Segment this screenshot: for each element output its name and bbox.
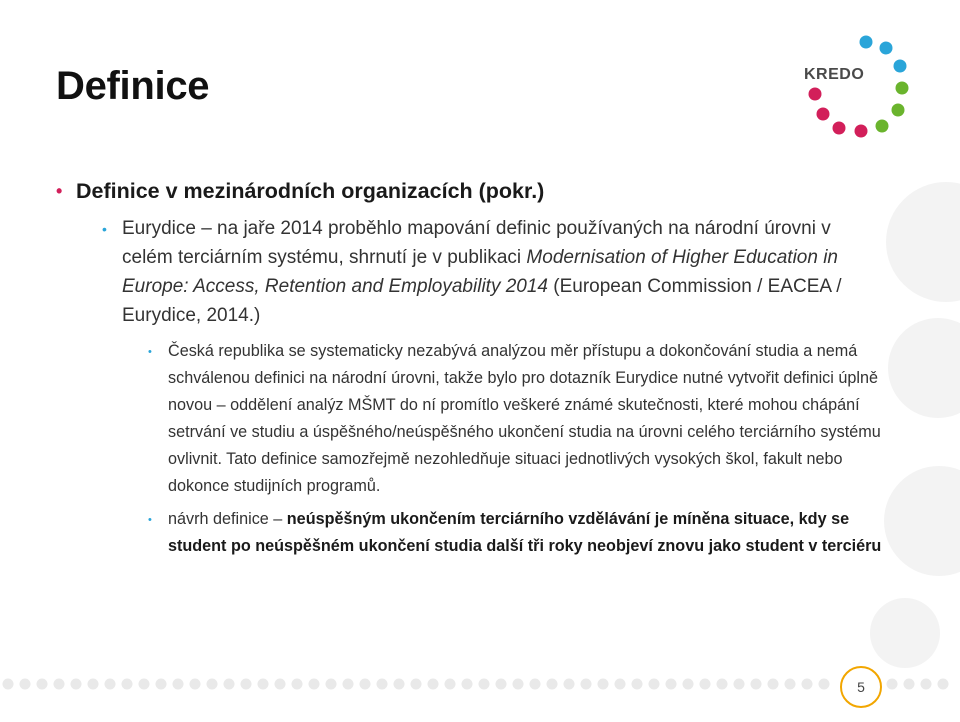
definition-bold-text: neúspěšným ukončením terciárního vzdělávání je míněna situace, kdy se student po neúspěšném ukončení studia další tři roky neobjeví znovu jako student v terciéru <box>168 510 882 555</box>
footer-dot <box>496 679 507 690</box>
footer-dot <box>156 679 167 690</box>
footer-dot <box>785 679 796 690</box>
footer-dot <box>751 679 762 690</box>
footer-dot <box>88 679 99 690</box>
footer-dot <box>768 679 779 690</box>
footer-dot <box>122 679 133 690</box>
footer-dot <box>71 679 82 690</box>
logo-text: KREDO <box>804 66 865 83</box>
bullet-level1 <box>56 176 916 206</box>
footer-dot <box>445 679 456 690</box>
level3a-text: Česká republika se systematicky nezabývá analýzou měr přístupu a dokončování studia a nemá schválenou definici na národní úrovni, takže bylo pro dotazník Eurydice nutné vytvořit definici úplně novou – oddělení analýz MŠMT do ní promítlo veškeré známé skutečnosti, které mohou chápání setrvání ve studiu a úspěšného/neúspěšného ukončení studia na úrovni celého terciárního systému ovlivnit. Tato definice samozřejmě nezohledňuje situaci jednotlivých vysokých škol, fakult nebo dokonce studijních programů. <box>168 342 881 495</box>
footer-dot <box>598 679 609 690</box>
footer-dot <box>3 679 14 690</box>
footer-dot <box>717 679 728 690</box>
footer-dot <box>428 679 439 690</box>
bullet-level3-czech <box>148 338 898 500</box>
footer-dot <box>513 679 524 690</box>
footer-dot <box>309 679 320 690</box>
footer-dot <box>581 679 592 690</box>
bullet-dot-icon: • <box>102 221 107 237</box>
footer-dot <box>615 679 626 690</box>
page-number-badge <box>840 666 882 708</box>
footer-dot <box>904 679 915 690</box>
footer-dot <box>666 679 677 690</box>
bullet-dot-icon: • <box>148 346 152 358</box>
footer-dot <box>105 679 116 690</box>
logo-graphic <box>790 30 930 150</box>
footer-dot <box>649 679 660 690</box>
footer-dot <box>37 679 48 690</box>
footer-dot <box>241 679 252 690</box>
level1-text: Definice v mezinárodních organizacích (pokr.) <box>76 179 545 203</box>
footer-dot <box>887 679 898 690</box>
footer-dot <box>547 679 558 690</box>
page-number: 5 <box>857 679 865 695</box>
footer-dot <box>54 679 65 690</box>
footer-dot <box>819 679 830 690</box>
footer-dot <box>207 679 218 690</box>
footer-dot <box>377 679 388 690</box>
slide-title: Definice <box>56 64 210 108</box>
footer-dot <box>462 679 473 690</box>
publication-title: Modernisation of Higher Education in Europe: Access, Retention and Employability 2014 <box>122 247 838 297</box>
footer-dot <box>802 679 813 690</box>
footer-dot <box>921 679 932 690</box>
slide-content <box>56 176 916 560</box>
footer-dot <box>20 679 31 690</box>
footer-dot <box>632 679 643 690</box>
footer-dot <box>224 679 235 690</box>
level2-text-part2: (European Commission / EACEA / Eurydice, 2014.) <box>122 276 842 326</box>
footer-dot <box>190 679 201 690</box>
bullet-dot-icon: • <box>148 514 152 526</box>
footer-dot <box>326 679 337 690</box>
level3b-text-normal: návrh definice – <box>168 510 287 528</box>
footer-dot <box>275 679 286 690</box>
footer-dot <box>292 679 303 690</box>
footer-dot <box>479 679 490 690</box>
footer-dot <box>530 679 541 690</box>
footer-dot <box>938 679 949 690</box>
decorative-circle <box>870 598 940 668</box>
footer-dotted-line <box>0 676 960 692</box>
footer-dot <box>173 679 184 690</box>
bullet-dot-icon: • <box>56 181 63 201</box>
footer-dot <box>343 679 354 690</box>
footer-dot <box>394 679 405 690</box>
bullet-level2 <box>102 214 862 330</box>
footer-dot <box>258 679 269 690</box>
footer-dot <box>139 679 150 690</box>
bullet-level3-definition <box>148 506 898 560</box>
footer-dot <box>360 679 371 690</box>
footer-dot <box>683 679 694 690</box>
footer-dot <box>411 679 422 690</box>
footer-dot <box>700 679 711 690</box>
footer-dot <box>564 679 575 690</box>
footer-dot <box>734 679 745 690</box>
kredo-logo <box>790 30 930 150</box>
level2-text-part1: Eurydice – na jaře 2014 proběhlo mapování definic používaných na národní úrovni v celém terciárním systému, shrnutí je v publikaci <box>122 218 831 268</box>
